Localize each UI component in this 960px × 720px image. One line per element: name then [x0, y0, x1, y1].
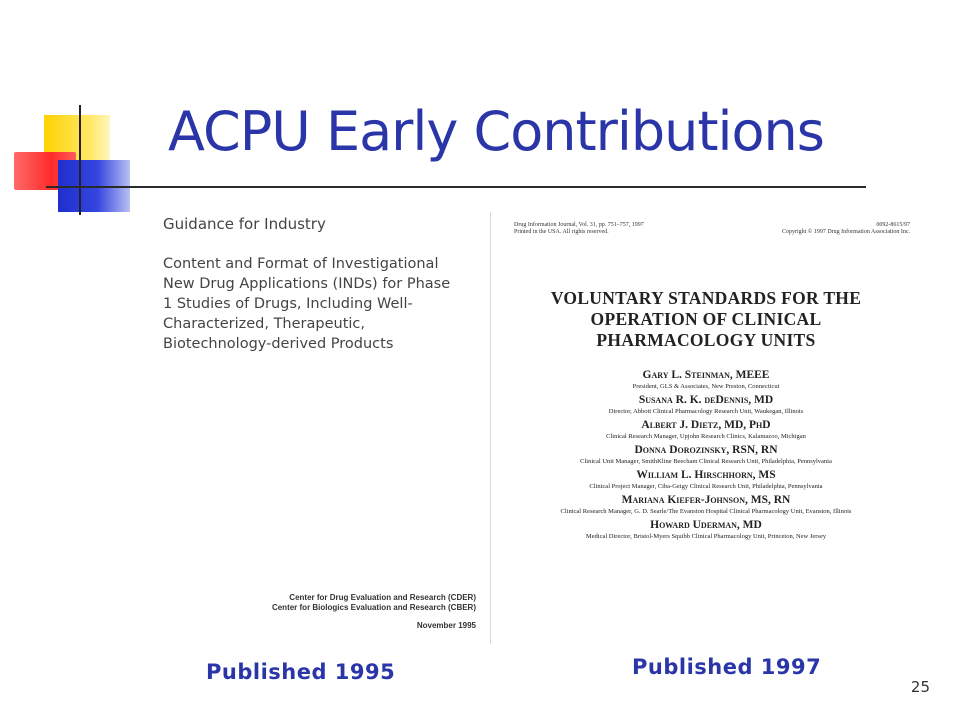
author-affiliation: Clinical Research Manager, G. D. Searle/The Evanston Hospital Clinical Pharmacology Unit, Evanston, Illinois	[560, 508, 852, 515]
author-name: Donna Dorozinsky, RSN, RN	[634, 444, 778, 456]
author-affiliation: Clinical Project Manager, Ciba-Geigy Clinical Research Unit, Philadelphia, Pennsylvania	[589, 483, 823, 490]
guidance-document-image	[140, 208, 490, 640]
guidance-date: November 1995	[416, 621, 476, 630]
slide-title: ACPU Early Contributions	[168, 100, 824, 163]
author-affiliation: Clinical Research Manager, Upjohn Research Clinics, Kalamazoo, Michigan	[606, 433, 806, 440]
author-entry	[510, 418, 902, 442]
author-name: Howard Uderman, MD	[650, 519, 762, 531]
center-cder: Center for Drug Evaluation and Research (CDER)	[289, 593, 476, 602]
guidance-subtitle-line: Biotechnology-derived Products	[163, 336, 394, 352]
author-affiliation: President, GLS & Associates, New Preston, Connecticut	[632, 383, 780, 390]
journal-article-image	[510, 212, 912, 632]
journal-print-note: Printed in the USA. All rights reserved.	[514, 229, 609, 235]
guidance-subtitle	[163, 254, 483, 354]
guidance-heading: Guidance for Industry	[163, 215, 326, 233]
article-title-line: PHARMACOLOGY UNITS	[596, 330, 816, 350]
author-entry	[510, 393, 902, 417]
page-number: 25	[910, 678, 930, 696]
center-cber: Center for Biologics Evaluation and Research (CBER)	[271, 603, 476, 612]
title-underline	[46, 186, 866, 188]
guidance-subtitle-line: Content and Format of Investigational	[163, 256, 439, 272]
caption-published-1997: Published 1997	[632, 655, 822, 679]
issuing-centers	[272, 593, 476, 613]
journal-header-left	[514, 222, 704, 236]
author-name: William L. Hirschhorn, MS	[636, 469, 776, 481]
author-name: Gary L. Steinman, MEEE	[642, 369, 770, 381]
author-entry	[510, 368, 902, 392]
guidance-subtitle-line: Characterized, Therapeutic,	[163, 316, 365, 332]
journal-issn: 0092-8615/97	[876, 222, 910, 228]
article-title-line: VOLUNTARY STANDARDS FOR THE	[550, 288, 862, 308]
author-name: Albert J. Dietz, MD, PhD	[641, 419, 771, 431]
article-title	[510, 288, 902, 351]
author-name: Susana R. K. deDennis, MD	[638, 394, 774, 406]
article-title-line: OPERATION OF CLINICAL	[590, 309, 822, 329]
document-divider	[490, 212, 491, 644]
author-entry	[510, 493, 902, 517]
author-entry	[510, 468, 902, 492]
author-affiliation: Medical Director, Bristol-Myers Squibb Clinical Pharmacology Unit, Princeton, New Jersey	[585, 533, 827, 540]
author-affiliation: Clinical Unit Manager, SmithKline Beecham Clinical Research Unit, Philadelphia, Pennsylvania	[580, 458, 832, 465]
guidance-subtitle-line: New Drug Applications (INDs) for Phase	[163, 276, 451, 292]
caption-published-1995: Published 1995	[206, 660, 396, 684]
journal-citation: Drug Information Journal, Vol. 31, pp. 751–757, 1997	[514, 222, 644, 228]
author-name: Mariana Kiefer-Johnson, MS, RN	[621, 494, 791, 506]
journal-header-right	[720, 222, 910, 236]
author-list	[510, 368, 902, 543]
author-affiliation: Director, Abbott Clinical Pharmacology Research Unit, Waukegan, Illinois	[608, 408, 804, 415]
author-entry	[510, 518, 902, 542]
journal-copyright: Copyright © 1997 Drug Information Association Inc.	[781, 229, 910, 235]
guidance-subtitle-line: 1 Studies of Drugs, Including Well-	[163, 296, 413, 312]
author-entry	[510, 443, 902, 467]
logo-vertical-line	[79, 105, 81, 215]
